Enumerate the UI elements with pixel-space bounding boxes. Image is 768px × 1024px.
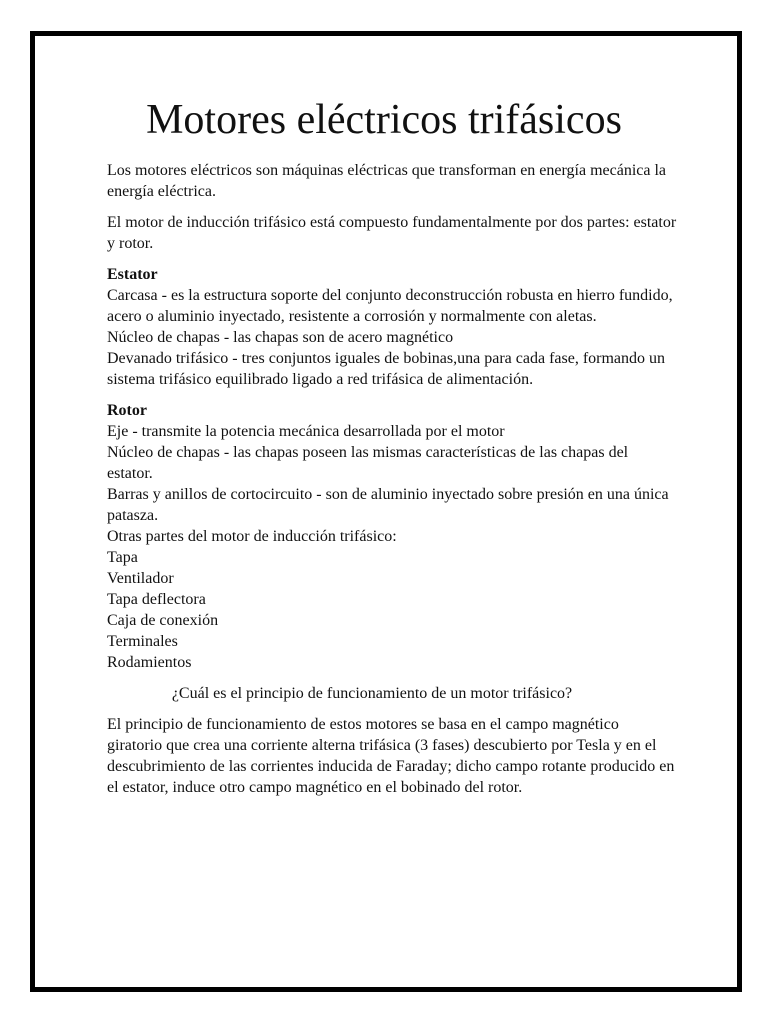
- rotor-section: [107, 400, 677, 673]
- document-title: Motores eléctricos trifásicos: [146, 97, 622, 143]
- answer-paragraph: El principio de funcionamiento de estos motores se basa en el campo magnético giratorio que crea una corriente alterna trifásica (3 fases) descubierto por Tesla y en el descubrimiento de las corrientes inducida de Faraday; dicho campo rotante producido en el estator, induce otro campo magnético en el bobinado del rotor.: [107, 716, 675, 796]
- rotor-line: Otras partes del motor de inducción trifásico:: [107, 528, 397, 545]
- rotor-line: Rodamientos: [107, 654, 192, 671]
- intro-paragraph: Los motores eléctricos son máquinas eléctricas que transforman en energía mecánica la energía eléctrica.: [107, 162, 667, 200]
- estator-heading: Estator: [107, 266, 158, 283]
- estator-section: [107, 264, 677, 390]
- rotor-heading: Rotor: [107, 402, 147, 419]
- intro-paragraph: El motor de inducción trifásico está compuesto fundamentalmente por dos partes: estator y rotor.: [107, 214, 677, 252]
- rotor-line: Terminales: [107, 633, 178, 650]
- rotor-line: Caja de conexión: [107, 612, 219, 629]
- estator-line: Carcasa - es la estructura soporte del conjunto deconstrucción robusta en hierro fundido, acero o aluminio inyectado, resistente a corrosión y normalmente con aletas.: [107, 287, 673, 325]
- rotor-line: Barras y anillos de cortocircuito - son de aluminio inyectado sobre presión en una única patasza.: [107, 486, 669, 524]
- document-body: [107, 160, 677, 808]
- estator-line: Devanado trifásico - tres conjuntos iguales de bobinas,una para cada fase, formando un sistema trifásico equilibrado ligado a red trifásica de alimentación.: [107, 350, 666, 388]
- question-line: ¿Cuál es el principio de funcionamiento de un motor trifásico?: [171, 685, 573, 702]
- rotor-line: Eje - transmite la potencia mecánica desarrollada por el motor: [107, 423, 505, 440]
- estator-line: Núcleo de chapas - las chapas son de acero magnético: [107, 329, 454, 346]
- rotor-line: Tapa: [107, 549, 138, 566]
- rotor-line: Núcleo de chapas - las chapas poseen las mismas características de las chapas del estator.: [107, 444, 629, 482]
- rotor-line: Ventilador: [107, 570, 174, 587]
- rotor-line: Tapa deflectora: [107, 591, 206, 608]
